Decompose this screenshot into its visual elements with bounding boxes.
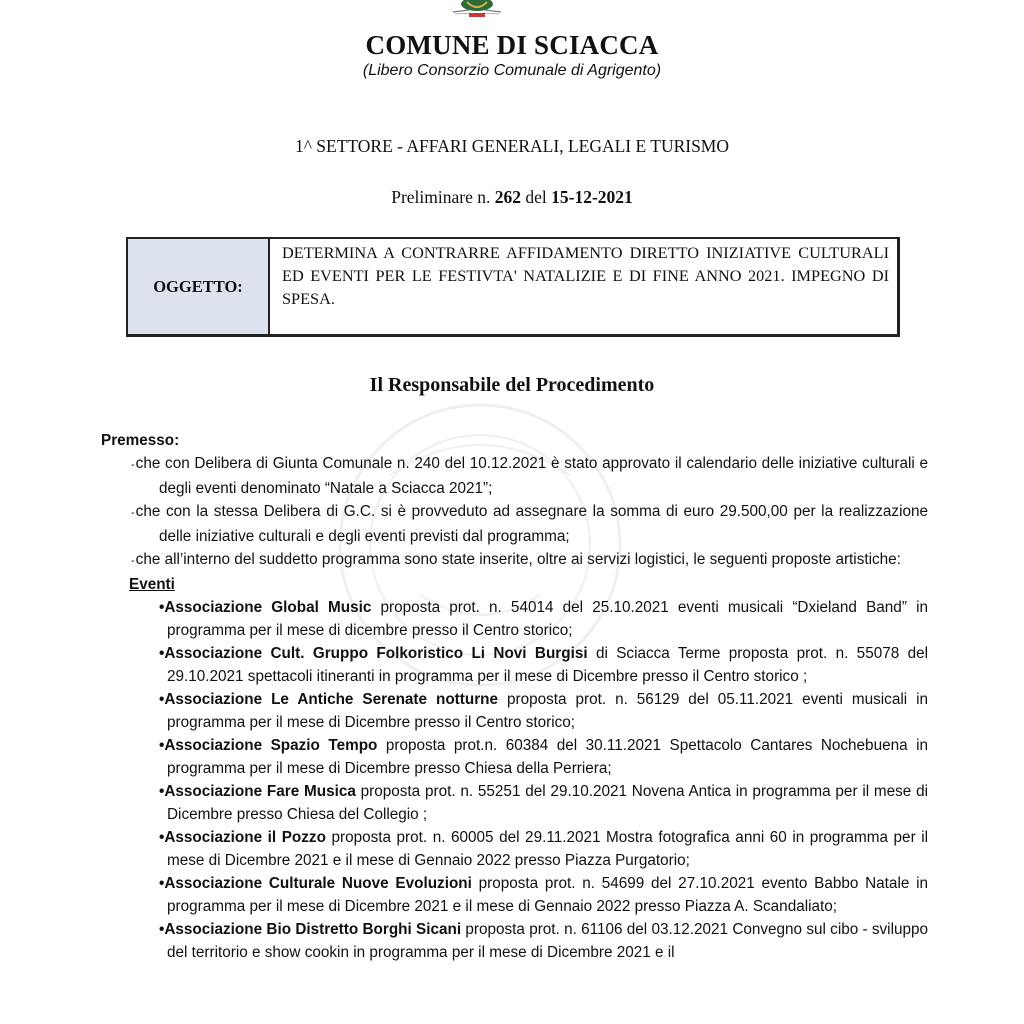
preliminare-del: del (525, 187, 547, 207)
preliminare-prefix: Preliminare n. (391, 187, 491, 207)
evento-description: proposta prot. n. 60005 del 29.11.2021 Mostra fotografica anni 60 in programma per il mese di Dicembre 2021 e il mese di Gennaio 2022 presso Piazza Purgatorio; (167, 829, 929, 869)
responsabile-heading: Il Responsabile del Procedimento (369, 374, 655, 396)
bullet-icon: • (159, 691, 165, 708)
municipal-crest-icon (449, 0, 505, 20)
municipality-subtitle: (Libero Consorzio Comunale di Agrigento) (362, 62, 662, 79)
oggetto-table (126, 237, 900, 337)
evento-list-item (101, 826, 928, 872)
evento-list-item (101, 688, 928, 734)
evento-association-name: Associazione Global Music (164, 599, 372, 616)
oggetto-label: OGGETTO: (128, 239, 270, 334)
bullet-icon: • (159, 645, 165, 662)
evento-description: proposta prot. n. 54014 del 25.10.2021 eventi musicali “Dxieland Band” in programma per il mese di dicembre presso il Centro storico; (167, 599, 928, 639)
preliminare-number: 262 (494, 187, 521, 207)
evento-list-item (101, 872, 928, 918)
evento-association-name: Associazione Bio Distretto Borghi Sicani (164, 921, 462, 938)
evento-description: proposta prot. n. 55251 del 29.10.2021 Novena Antica in programma per il mese di Dicembre presso Chiesa del Collegio ; (167, 783, 928, 823)
bullet-icon: • (159, 829, 165, 846)
eventi-heading: Eventi (129, 576, 175, 593)
municipality-title: COMUNE DI SCIACCA (365, 30, 659, 60)
bullet-icon: • (159, 599, 165, 616)
document-body (101, 429, 928, 964)
evento-description: proposta prot. n. 61106 del 03.12.2021 Convegno sul cibo - sviluppo del territorio e show cookin in programma per il mese di Dicembre 2021 e il (167, 921, 928, 961)
evento-association-name: Associazione il Pozzo (164, 829, 326, 846)
evento-list-item (101, 780, 928, 826)
evento-list-item (101, 642, 928, 688)
premesso-item: - che con la stessa Delibera di G.C. si è provveduto ad assegnare la somma di euro 29.500,00 per la realizzazione delle iniziative culturali e degli eventi previsti dal programma; (101, 500, 928, 548)
evento-association-name: Associazione Cult. Gruppo Folkoristico Li Novi Burgisi (164, 645, 588, 662)
settore-heading: 1^ SETTORE - AFFARI GENERALI, LEGALI E TURISMO (294, 136, 730, 156)
evento-list-item (101, 596, 928, 642)
evento-association-name: Associazione Culturale Nuove Evoluzioni (164, 875, 472, 892)
evento-description: proposta prot. n. 56129 del 05.11.2021 eventi musicali in programma per il mese di Dicembre presso il Centro storico; (167, 691, 928, 731)
bullet-icon: • (159, 921, 165, 938)
oggetto-text: DETERMINA A CONTRARRE AFFIDAMENTO DIRETTO INIZIATIVE CULTURALI ED EVENTI PER LE FESTIVTA' NATALIZIE E DI FINE ANNO 2021. IMPEGNO DI SPESA. (282, 243, 889, 308)
preliminare-line (0, 187, 1024, 208)
evento-description: proposta prot.n. 60384 del 30.11.2021 Spettacolo Cantares Nochebuena in programma per il mese di Dicembre presso Chiesa della Perriera; (167, 737, 928, 777)
bullet-icon: • (159, 875, 165, 892)
premesso-item: - che con Delibera di Giunta Comunale n. 240 del 10.12.2021 è stato approvato il calendario delle iniziative culturali e degli eventi denominato “Natale a Sciacca 2021”; (101, 452, 928, 500)
evento-association-name: Associazione Spazio Tempo (164, 737, 378, 754)
evento-list-item (101, 734, 928, 780)
evento-description: proposta prot. n. 54699 del 27.10.2021 evento Babbo Natale in programma per il mese di Dicembre 2021 e il mese di Gennaio 2022 presso Piazza A. Scandaliato; (167, 875, 928, 915)
preliminare-date: 15-12-2021 (551, 187, 633, 207)
evento-description: di Sciacca Terme proposta prot. n. 55078 del 29.10.2021 spettacoli itineranti in programma per il mese di Dicembre presso il Centro storico ; (167, 645, 928, 685)
evento-association-name: Associazione Fare Musica (164, 783, 356, 800)
evento-list-item (101, 918, 928, 964)
premesso-item: - che all’interno del suddetto programma sono state inserite, oltre ai servizi logistici, le seguenti proposte artistiche: (101, 548, 928, 573)
evento-association-name: Associazione Le Antiche Serenate notturne (164, 691, 499, 708)
premesso-label: Premesso: (101, 432, 180, 449)
bullet-icon: • (159, 737, 165, 754)
bullet-icon: • (159, 783, 165, 800)
